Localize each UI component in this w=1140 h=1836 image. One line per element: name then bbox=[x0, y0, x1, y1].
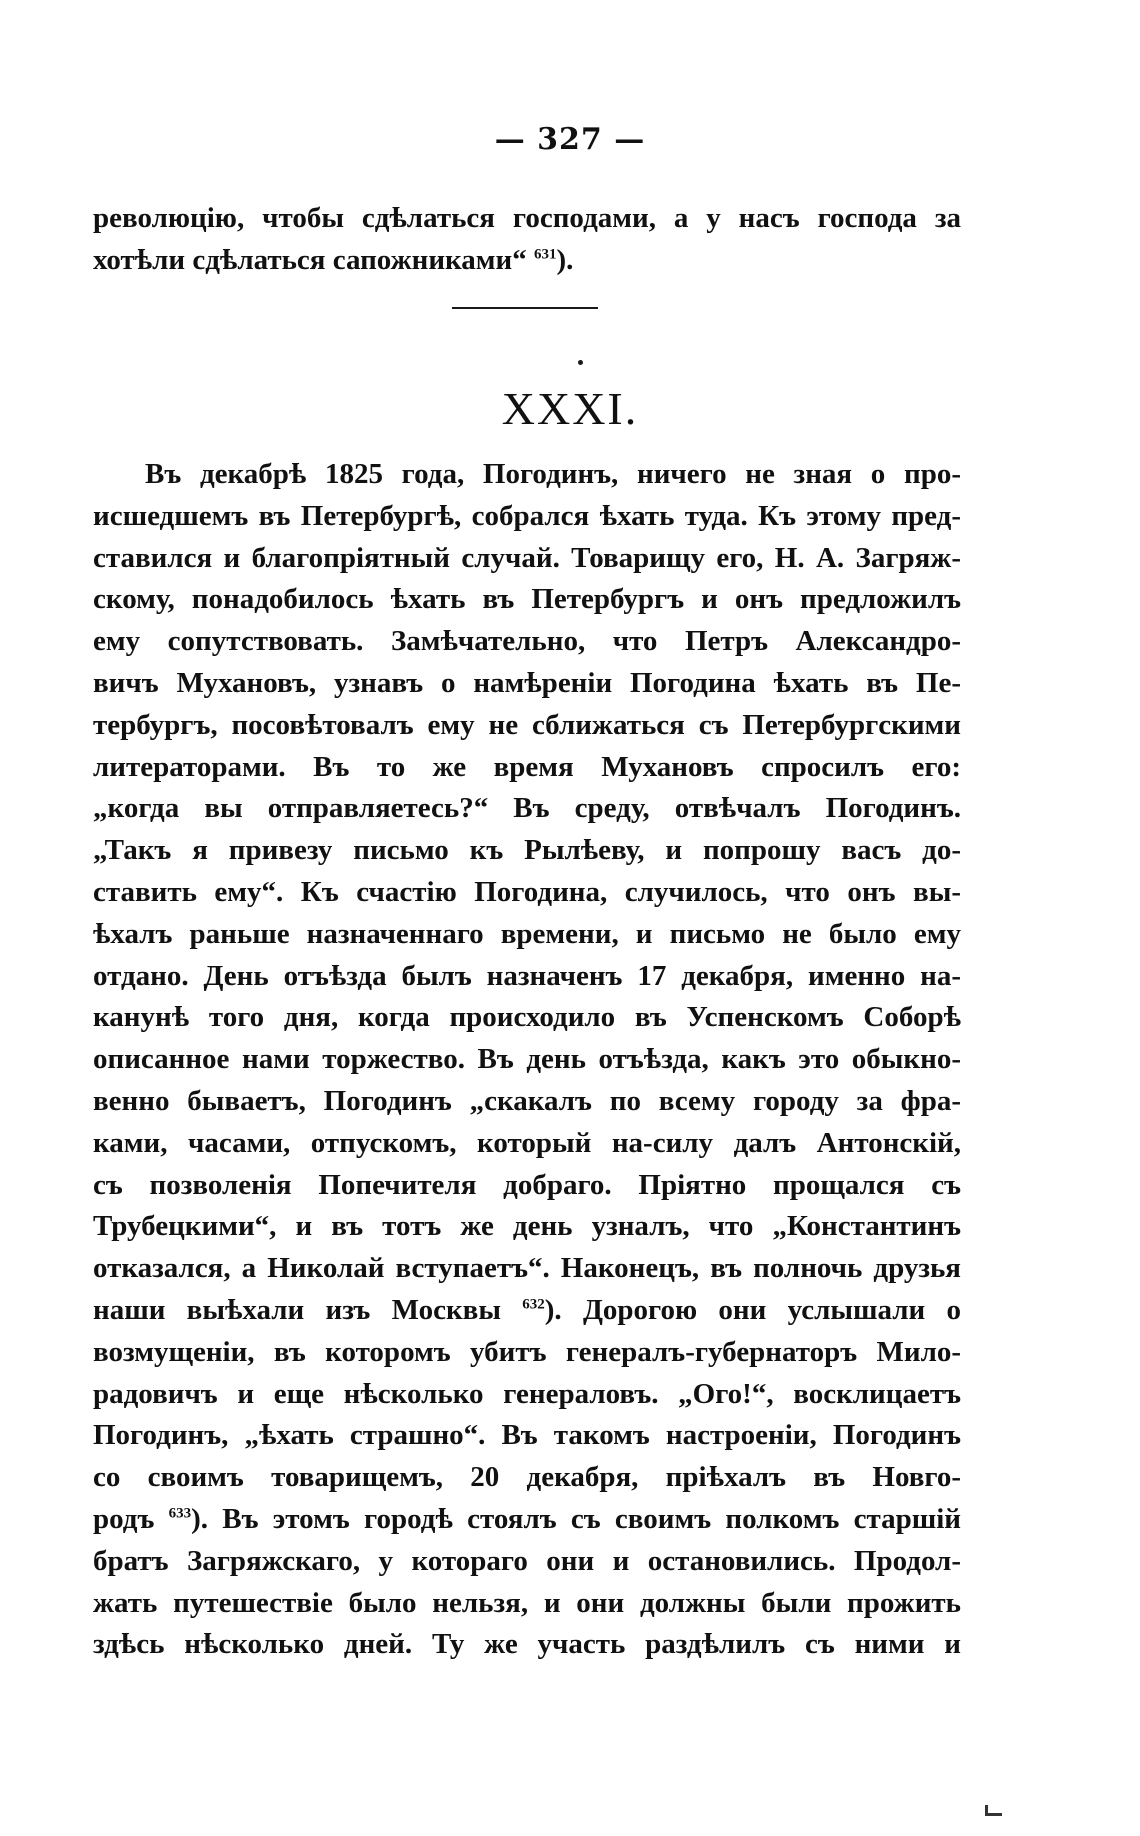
page-number: — 327 — bbox=[494, 122, 646, 157]
text-line: возмущеніи, въ которомъ убитъ генералъ-губернаторъ Мило- bbox=[93, 1335, 961, 1368]
text-line: тербургъ, посовѣтовалъ ему не сближаться съ Петербургскими bbox=[93, 708, 961, 741]
text-line: скому, понадобилось ѣхать въ Петербургъ и онъ предложилъ bbox=[93, 583, 961, 616]
text-line: „когда вы отправляетесь?“ Въ среду, отвѣчалъ Погодинъ. bbox=[93, 792, 961, 825]
text-line bbox=[93, 1290, 961, 1332]
text-line: Погодинъ, „ѣхать страшно“. Въ такомъ настроеніи, Погодинъ bbox=[93, 1419, 961, 1452]
text-line bbox=[93, 240, 961, 282]
text-line: ему сопутствовать. Замѣчательно, что Петръ Александро- bbox=[93, 625, 961, 658]
text-line: канунѣ того дня, когда происходило въ Успенскомъ Соборѣ bbox=[93, 1001, 961, 1034]
text-line: ставился и благопріятный случай. Товарищу его, Н. А. Загряж- bbox=[93, 541, 961, 574]
text-line: ками, часами, отпускомъ, который на-силу далъ Антонскій, bbox=[93, 1126, 961, 1159]
text-line-suffix: ). bbox=[556, 243, 574, 276]
text-line: ставить ему“. Къ счастію Погодина, случилось, что онъ вы- bbox=[93, 875, 961, 908]
text-line: литераторами. Въ то же время Мухановъ спросилъ его: bbox=[93, 750, 961, 783]
text-line: Трубецкими“, и въ тотъ же день узналъ, что „Константинъ bbox=[93, 1210, 961, 1243]
chapter-title: XXXI. bbox=[501, 383, 639, 434]
text-line: радовичъ и еще нѣсколько генераловъ. „Ого!“, восклицаетъ bbox=[93, 1377, 961, 1410]
text-line: Въ декабрѣ 1825 года, Погодинъ, ничего не зная о про- bbox=[145, 458, 961, 490]
top-paragraph bbox=[93, 198, 961, 282]
section-divider bbox=[452, 307, 598, 309]
text-line: революцію, чтобы сдѣлаться господами, а у насъ господа за bbox=[93, 202, 961, 234]
text-line bbox=[93, 1499, 961, 1541]
text-line: здѣсь нѣсколько дней. Ту же участь раздѣлилъ съ ними и bbox=[93, 1628, 961, 1661]
text-line: отдано. День отъѣзда былъ назначенъ 17 декабря, именно на- bbox=[93, 959, 961, 992]
text-line: венно бываетъ, Погодинъ „скакалъ по всему городу за фра- bbox=[93, 1084, 961, 1117]
divider-dot bbox=[578, 360, 583, 365]
footnote-ref: 632 bbox=[522, 1296, 545, 1313]
footnote-ref: 631 bbox=[534, 246, 557, 263]
text-line-content: наши выѣхали изъ Москвы bbox=[93, 1293, 501, 1326]
text-line: жать путешествіе было нельзя, и они должны были прожить bbox=[93, 1586, 961, 1619]
text-line: братъ Загряжскаго, у котораго они и остановились. Продол- bbox=[93, 1544, 961, 1577]
text-line: отказался, а Николай вступаетъ“. Наконецъ, въ полночь друзья bbox=[93, 1252, 961, 1285]
text-line-content: хотѣли сдѣлаться сапожниками“ bbox=[93, 243, 527, 276]
text-line-tail: ). Дорогою они услышали о bbox=[544, 1293, 962, 1326]
text-line: исшедшемъ въ Петербургѣ, собрался ѣхать туда. Къ этому пред- bbox=[93, 499, 961, 532]
chapter-body bbox=[93, 454, 961, 1666]
text-line: съ позволенія Попечителя добраго. Пріятно прощался съ bbox=[93, 1168, 961, 1201]
text-line: ѣхалъ раньше назначеннаго времени, и письмо не было ему bbox=[93, 917, 961, 950]
footnote-ref: 633 bbox=[168, 1505, 192, 1522]
text-line-tail: ). Въ этомъ городѣ стоялъ съ своимъ полкомъ старшій bbox=[191, 1502, 961, 1535]
text-line: вичъ Мухановъ, узнавъ о намѣреніи Погодина ѣхать въ Пе- bbox=[93, 666, 961, 699]
text-line-content: родъ bbox=[93, 1502, 155, 1535]
text-line: „Такъ я привезу письмо къ Рылѣеву, и попрошу васъ до- bbox=[93, 834, 961, 867]
text-line: со своимъ товарищемъ, 20 декабря, пріѣхалъ въ Новго- bbox=[93, 1461, 961, 1494]
text-line: описанное нами торжество. Въ день отъѣзда, какъ это обыкно- bbox=[93, 1043, 961, 1076]
corner-mark bbox=[985, 1805, 1002, 1816]
